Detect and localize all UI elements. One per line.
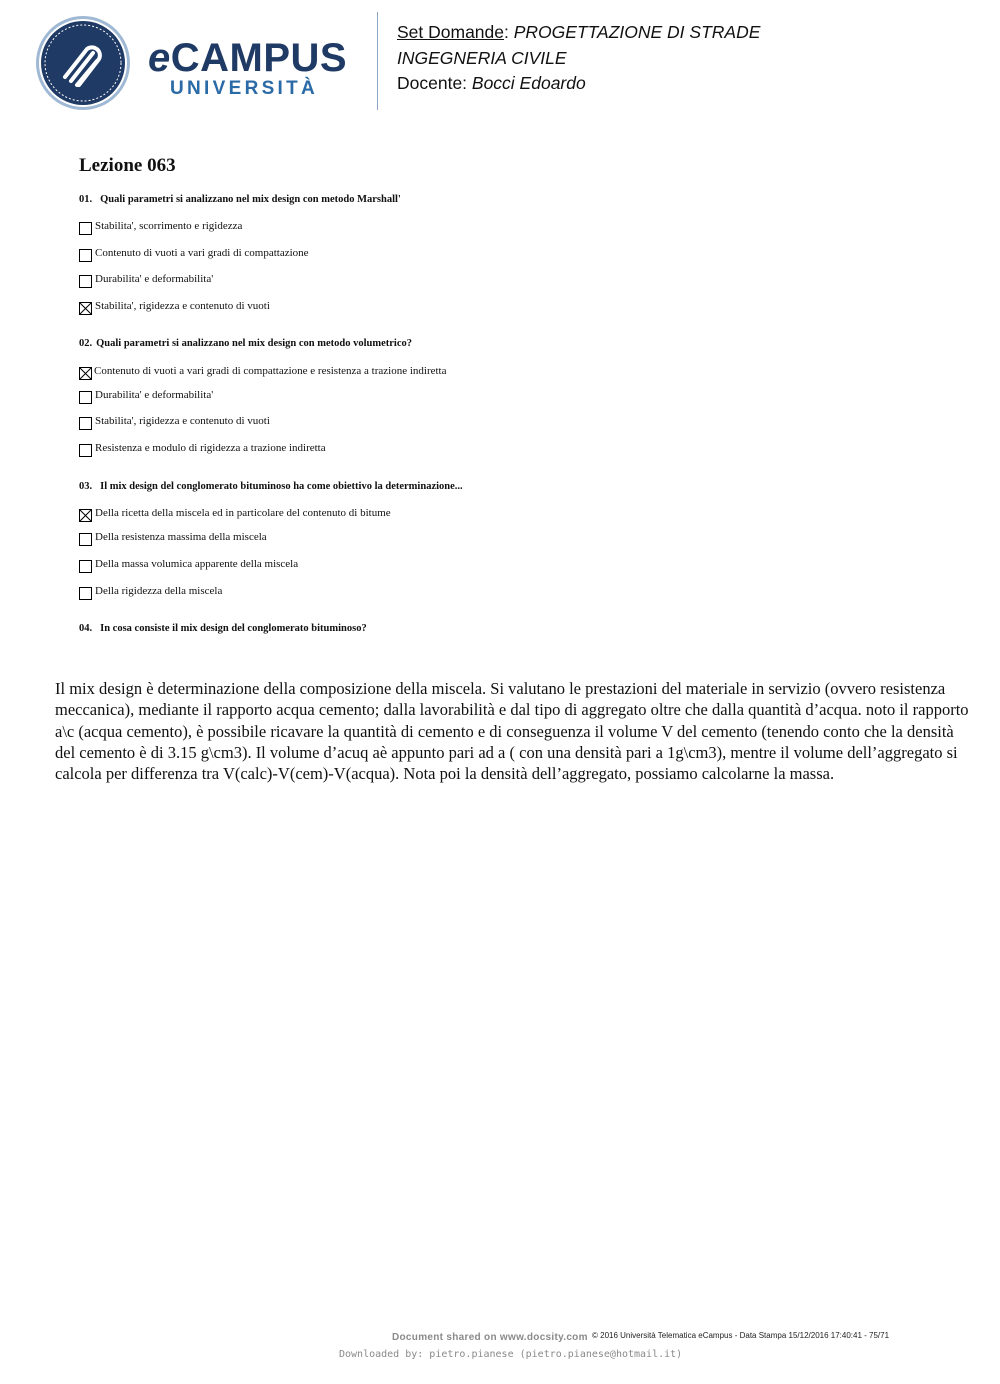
option-item[interactable] [79, 557, 298, 570]
teacher-line [397, 71, 760, 97]
question-text: Quali parametri si analizzano nel mix design con metodo volumetrico? [96, 338, 412, 349]
option-label: Della massa volumica apparente della miscela [95, 558, 299, 570]
checkbox[interactable] [79, 417, 92, 430]
checkbox[interactable] [79, 560, 92, 573]
option-label: Resistenza e modulo di rigidezza a trazione indiretta [95, 442, 326, 454]
question-number: 04. [79, 623, 93, 634]
teacher-name: Bocci Edoardo [471, 73, 586, 93]
checkbox[interactable] [79, 391, 92, 404]
question-text: In cosa consiste il mix design del conglomerato bituminoso? [100, 623, 367, 634]
checkbox-checked[interactable] [79, 367, 92, 380]
option-label: Contenuto di vuoti a vari gradi di compattazione [95, 247, 309, 259]
teacher-label: Docente: [397, 73, 472, 93]
option-label: Stabilita', scorrimento e rigidezza [95, 220, 243, 232]
option-label: Stabilita', rigidezza e contenuto di vuoti [95, 300, 270, 312]
question-text: Il mix design del conglomerato bituminoso ha come obiettivo la determinazione... [100, 481, 463, 492]
set-value: PROGETTAZIONE DI STRADE [513, 22, 761, 42]
option-item[interactable] [79, 246, 309, 259]
logo-sub: UNIVERSITÀ [170, 78, 319, 99]
question-text: Quali parametri si analizzano nel mix design con metodo Marshall' [100, 194, 401, 205]
checkbox[interactable] [79, 275, 92, 288]
option-item[interactable] [79, 414, 270, 427]
question-03 [79, 481, 463, 492]
checkbox[interactable] [79, 587, 92, 600]
option-item[interactable] [79, 299, 270, 312]
footer-downloaded: Downloaded by: pietro.pianese (pietro.pianese@hotmail.it) [339, 1349, 683, 1360]
set-sep: : [504, 22, 514, 42]
option-label: Della rigidezza della miscela [95, 585, 223, 597]
option-item[interactable] [79, 219, 242, 232]
option-item[interactable] [79, 530, 267, 543]
option-label: Della resistenza massima della miscela [95, 531, 267, 543]
option-item[interactable] [79, 388, 213, 401]
question-number: 02. [79, 338, 93, 349]
option-item[interactable] [79, 272, 213, 285]
footer-shared: Document shared on www.docsity.com [392, 1332, 588, 1343]
lesson-title: Lezione 063 [79, 155, 176, 176]
logo-main: CAMPUS [170, 36, 348, 80]
checkbox[interactable] [79, 222, 92, 235]
set-line [397, 20, 760, 46]
question-number: 01. [79, 194, 93, 205]
set-label: Set Domande [397, 22, 505, 42]
option-label: Della ricetta della miscela ed in particolare del contenuto di bitume [95, 507, 391, 519]
option-item[interactable] [79, 441, 326, 454]
footer-copyright: © 2016 Università Telematica eCampus - Data Stampa 15/12/2016 17:40:41 - 75/71 [592, 1331, 890, 1340]
option-label: Contenuto di vuoti a vari gradi di compattazione e resistenza a trazione indiretta [94, 365, 447, 377]
question-02 [79, 338, 412, 349]
answer-paragraph: Il mix design è determinazione della composizione della miscela. Si valutano le prestazioni del materiale in servizio (ovvero resistenza meccanica), mediante il rapporto acqua cemento; dalla lavorabilità e dal tipo di aggregato oltre che dalla quantità d’acqua. noto il rapporto a\c (acqua cemento), è possibile ricavare la quantità di cemento e di conseguenza il volume V del cemento (tenendo conto che la densità del cemento è di 3.15 g\cm3). Il volume d’acuq aè appunto pari ad a ( con una densità pari a 1g\cm3), mentre il volume dell’aggregato si calcola per differenza tra V(calc)-V(cem)-V(acqua). Nota poi la densità dell’aggregato, possiamo calcolarne la massa. [55, 679, 969, 784]
checkbox[interactable] [79, 533, 92, 546]
logo-prefix: e [148, 36, 171, 80]
checkbox[interactable] [79, 444, 92, 457]
checkbox-checked[interactable] [79, 302, 92, 315]
checkbox[interactable] [79, 249, 92, 262]
option-label: Durabilita' e deformabilita' [95, 273, 214, 285]
header-divider [377, 12, 378, 110]
checkbox-checked[interactable] [79, 509, 92, 522]
option-item[interactable] [79, 584, 222, 597]
header-info [397, 20, 760, 97]
question-01 [79, 194, 401, 205]
option-item[interactable] [79, 506, 391, 519]
option-label: Durabilita' e deformabilita' [95, 389, 214, 401]
course-name: INGEGNERIA CIVILE [397, 47, 567, 68]
option-item[interactable] [79, 364, 446, 377]
ecampus-logo [148, 38, 347, 100]
ecampus-seal-icon [35, 15, 131, 111]
option-label: Stabilita', rigidezza e contenuto di vuoti [95, 415, 270, 427]
question-04 [79, 623, 367, 634]
question-number: 03. [79, 481, 93, 492]
